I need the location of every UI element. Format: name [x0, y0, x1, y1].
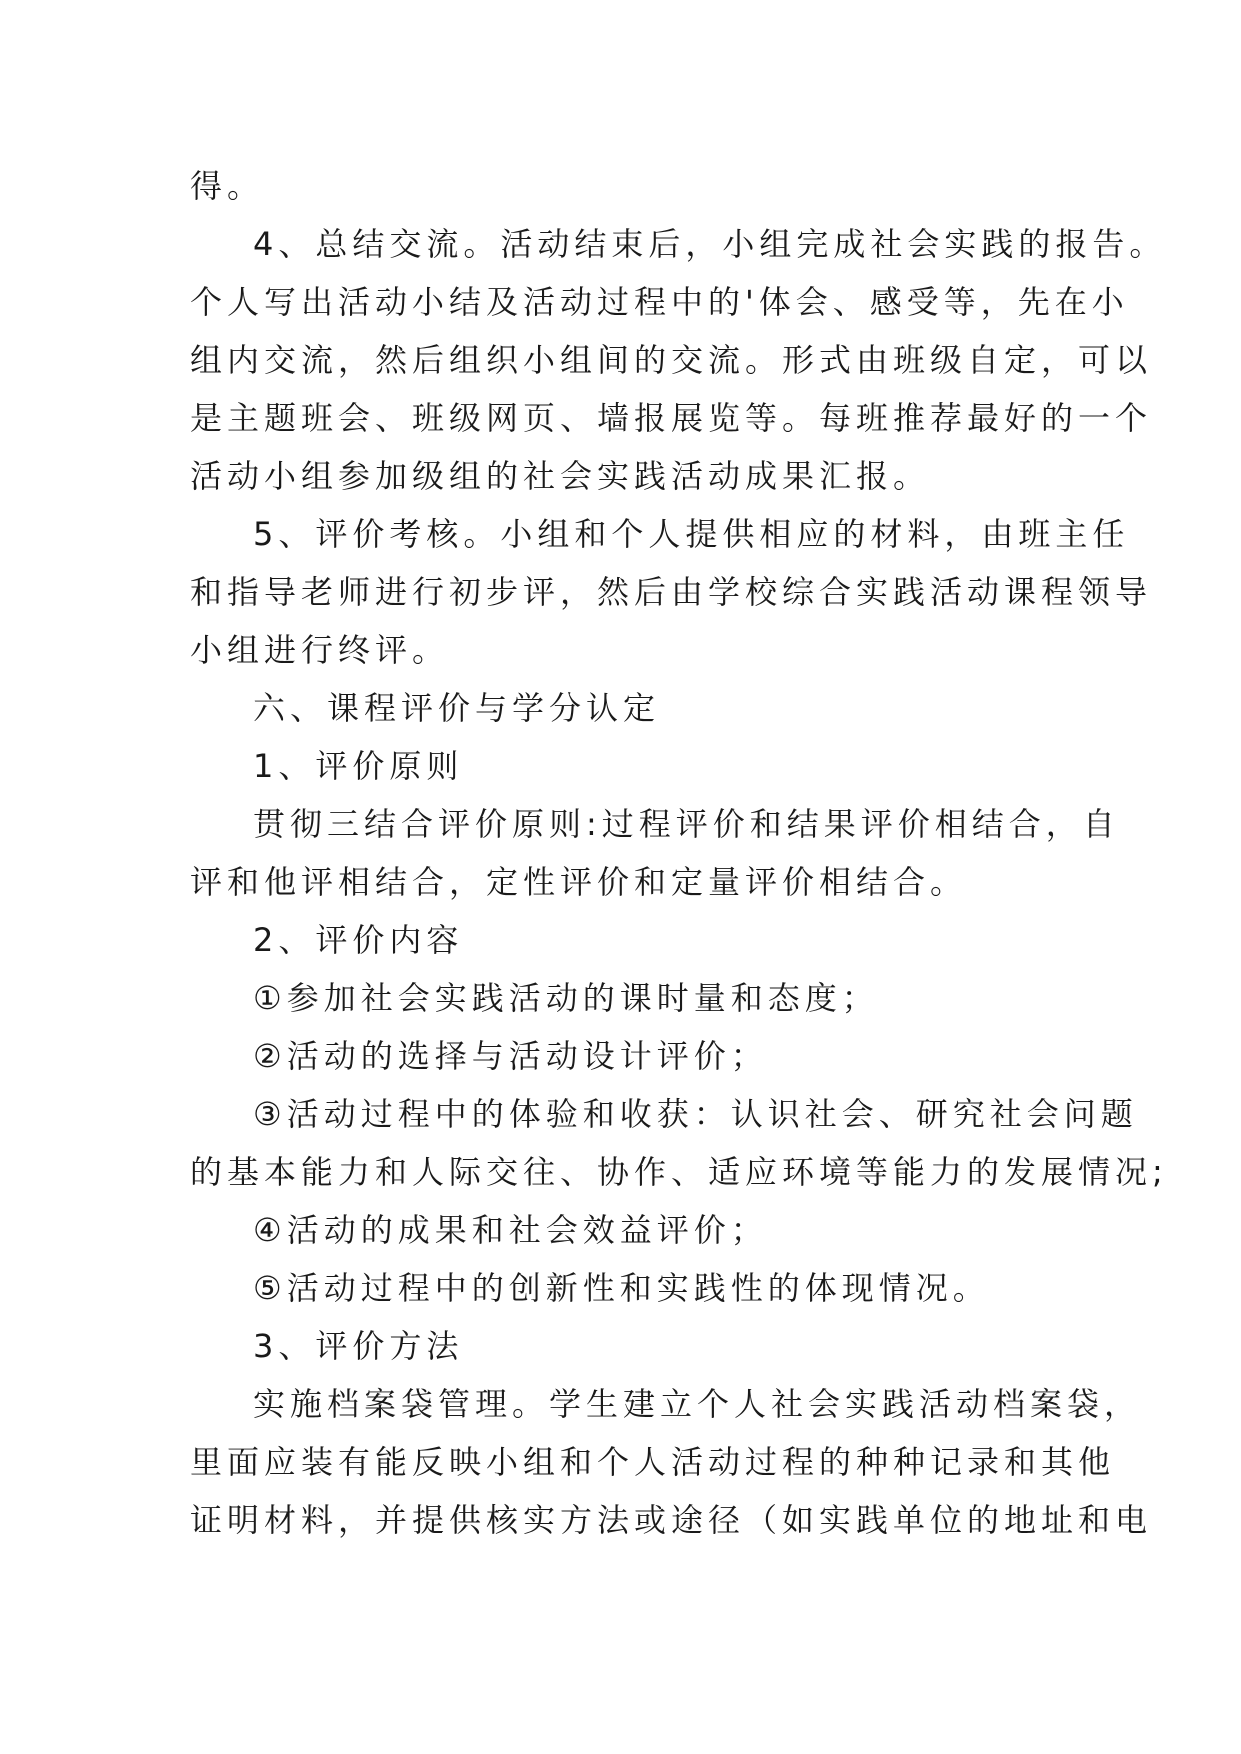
list-item: ②活动的选择与活动设计评价； [253, 1037, 768, 1075]
text-line: 和指导老师进行初步评，然后由学校综合实践活动课程领导 [190, 573, 1153, 611]
subheading-evaluation-content: 2、评价内容 [253, 921, 464, 959]
list-item: ①参加社会实践活动的课时量和态度； [253, 979, 879, 1017]
text-line: 组内交流，然后组织小组间的交流。形式由班级自定，可以 [190, 341, 1153, 379]
text-line: 得。 [190, 167, 265, 205]
text-line: 是主题班会、班级网页、墙报展览等。每班推荐最好的一个 [190, 399, 1153, 437]
section-heading-course-evaluation: 六、课程评价与学分认定 [253, 689, 661, 727]
text-line: 个人写出活动小结及活动过程中的'体会、感受等，先在小 [190, 283, 1129, 321]
subheading-evaluation-principles: 1、评价原则 [253, 747, 464, 785]
text-line: 活动小组参加级组的社会实践活动成果汇报。 [190, 457, 931, 495]
subheading-evaluation-methods: 3、评价方法 [253, 1327, 464, 1365]
text-line: 的基本能力和人际交往、协作、适应环境等能力的发展情况; [190, 1153, 1168, 1191]
text-line: 里面应装有能反映小组和个人活动过程的种种记录和其他 [190, 1443, 1116, 1481]
list-item: ③活动过程中的体验和收获：认识社会、研究社会问题 [253, 1095, 1138, 1133]
text-line: 证明材料，并提供核实方法或途径（如实践单位的地址和电 [190, 1501, 1153, 1539]
paragraph-portfolio: 实施档案袋管理。学生建立个人社会实践活动档案袋， [253, 1385, 1142, 1423]
paragraph-summary-exchange: 4、总结交流。活动结束后，小组完成社会实践的报告。 [253, 225, 1167, 263]
text-line: 评和他评相结合，定性评价和定量评价相结合。 [190, 863, 968, 901]
list-item: ⑤活动过程中的创新性和实践性的体现情况。 [253, 1269, 990, 1307]
list-item: ④活动的成果和社会效益评价； [253, 1211, 768, 1249]
paragraph-principles: 贯彻三结合评价原则:过程评价和结果评价相结合，自 [253, 805, 1120, 843]
paragraph-assessment: 5、评价考核。小组和个人提供相应的材料，由班主任 [253, 515, 1130, 553]
text-line: 小组进行终评。 [190, 631, 450, 669]
